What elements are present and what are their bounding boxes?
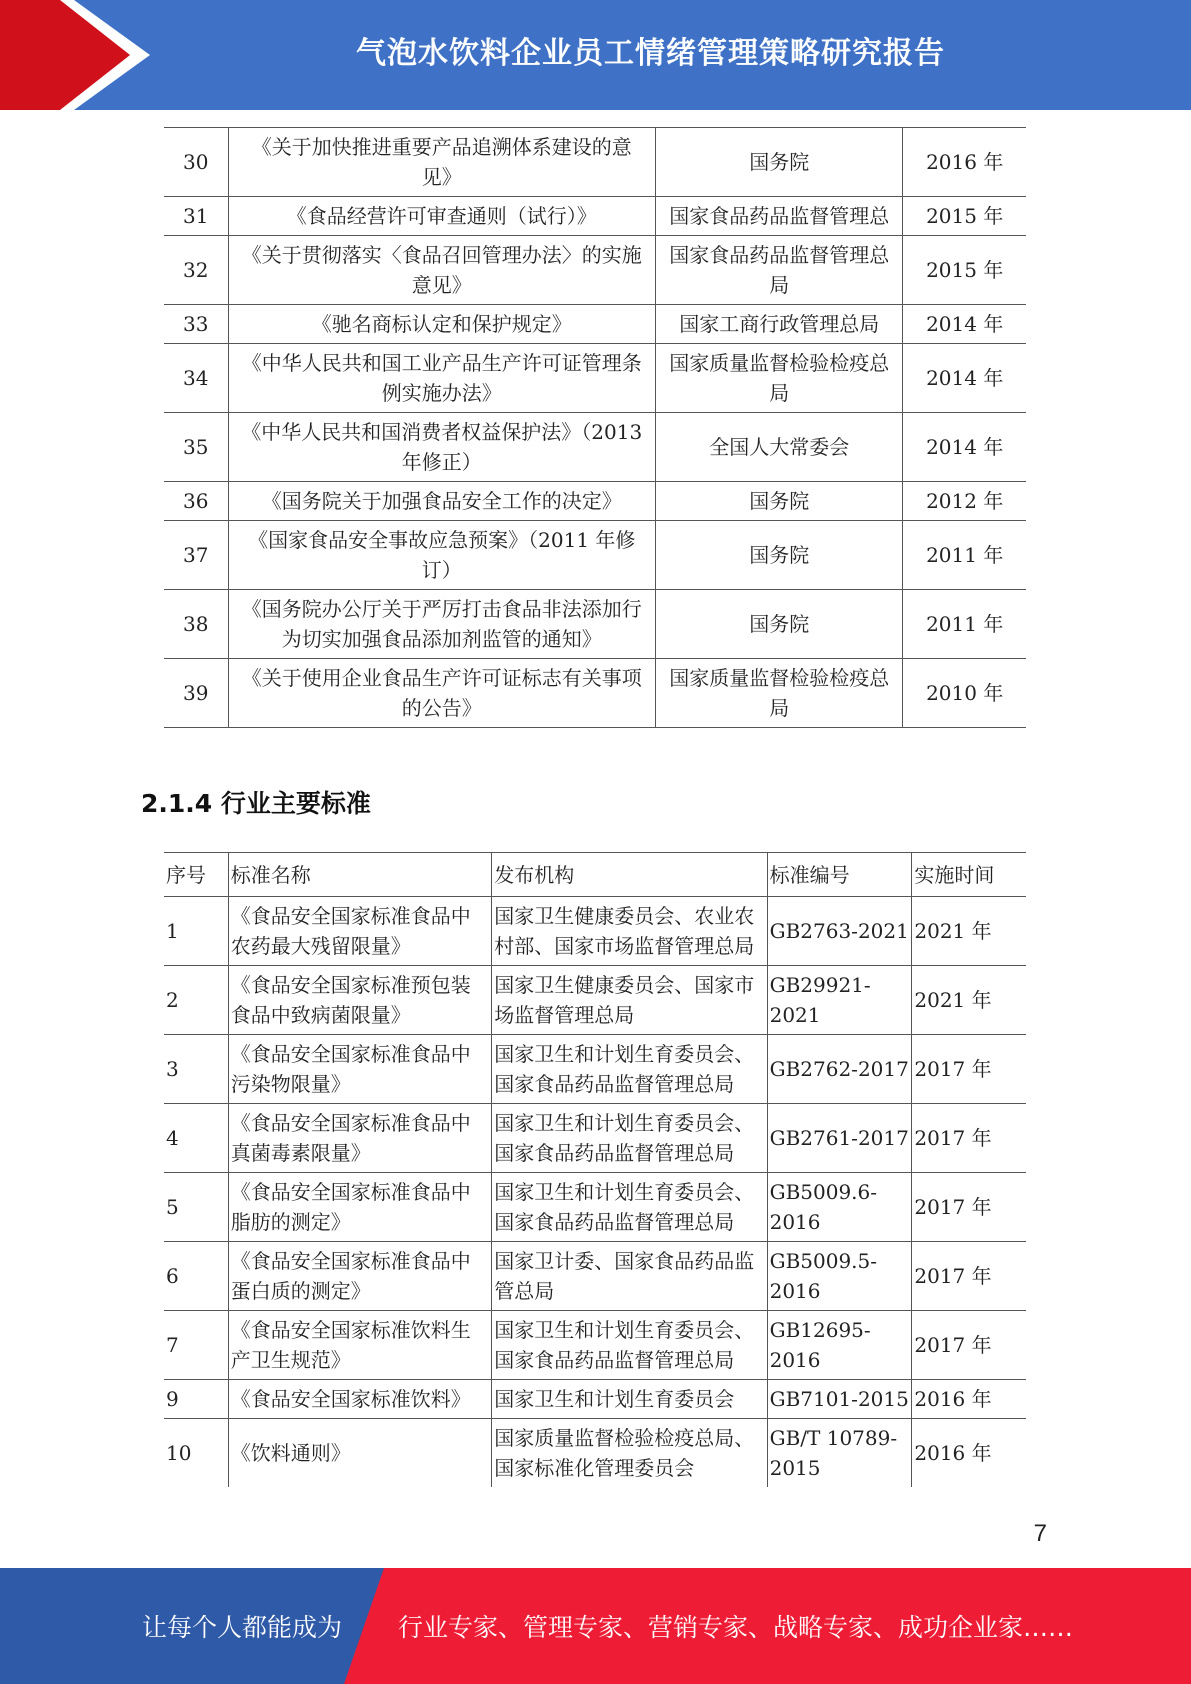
standard-name: 《食品安全国家标准食品中脂肪的测定》: [228, 1173, 491, 1242]
standard-code: GB2763-2021: [767, 897, 912, 966]
header-name: 标准名称: [228, 853, 491, 897]
regulation-name: 《关于贯彻落实〈食品召回管理办法〉的实施意见》: [228, 236, 656, 305]
issue-year: 2010 年: [903, 659, 1026, 728]
row-number: 1: [164, 897, 228, 966]
issuing-agency: 国家食品药品监督管理总局: [656, 236, 903, 305]
effective-date: 2017 年: [912, 1173, 1026, 1242]
issuing-agency: 国家质量监督检验检疫总局: [656, 659, 903, 728]
standard-code: GB2761-2017: [767, 1104, 912, 1173]
row-number: 30: [164, 128, 228, 197]
table-row: [164, 897, 1026, 966]
issue-year: 2011 年: [903, 590, 1026, 659]
regulation-name: 《中华人民共和国消费者权益保护法》（2013 年修正）: [228, 413, 656, 482]
row-number: 35: [164, 413, 228, 482]
row-number: 39: [164, 659, 228, 728]
issue-year: 2014 年: [903, 344, 1026, 413]
regulation-name: 《国家食品安全事故应急预案》（2011 年修订）: [228, 521, 656, 590]
table-row: [164, 197, 1026, 236]
table-row: [164, 1242, 1026, 1311]
table-row: [164, 590, 1026, 659]
standard-code: GB7101-2015: [767, 1380, 912, 1419]
standard-name: 《食品安全国家标准饮料》: [228, 1380, 491, 1419]
table-row: [164, 1035, 1026, 1104]
header-no: 序号: [164, 853, 228, 897]
header-date: 实施时间: [912, 853, 1026, 897]
standard-code: GB2762-2017: [767, 1035, 912, 1104]
standard-code: GB29921-2021: [767, 966, 912, 1035]
standard-name: 《食品安全国家标准食品中农药最大残留限量》: [228, 897, 491, 966]
issuing-agency: 国家质量监督检验检疫总局、国家标准化管理委员会: [492, 1419, 767, 1488]
effective-date: 2017 年: [912, 1035, 1026, 1104]
table-row: [164, 1104, 1026, 1173]
issue-year: 2014 年: [903, 413, 1026, 482]
table-row: [164, 1380, 1026, 1419]
standard-name: 《食品安全国家标准预包装食品中致病菌限量》: [228, 966, 491, 1035]
table-row: [164, 236, 1026, 305]
row-number: 33: [164, 305, 228, 344]
standards-table: [164, 852, 1026, 1487]
issuing-agency: 国家卫生和计划生育委员会: [492, 1380, 767, 1419]
table-row: [164, 1173, 1026, 1242]
row-number: 38: [164, 590, 228, 659]
table-header-row: [164, 853, 1026, 897]
row-number: 3: [164, 1035, 228, 1104]
section-title: 2.1.4 行业主要标准: [141, 789, 371, 818]
table-row: [164, 344, 1026, 413]
table-row: [164, 1419, 1026, 1488]
issue-year: 2014 年: [903, 305, 1026, 344]
effective-date: 2021 年: [912, 966, 1026, 1035]
issuing-agency: 国务院: [656, 590, 903, 659]
issue-year: 2015 年: [903, 197, 1026, 236]
table-row: [164, 521, 1026, 590]
issuing-agency: 国家工商行政管理总局: [656, 305, 903, 344]
footer-right-text: 行业专家、管理专家、营销专家、战略专家、成功企业家……: [398, 1613, 1074, 1642]
row-number: 6: [164, 1242, 228, 1311]
table-row: [164, 482, 1026, 521]
effective-date: 2016 年: [912, 1380, 1026, 1419]
regulations-table: [164, 127, 1026, 728]
regulation-name: 《中华人民共和国工业产品生产许可证管理条例实施办法》: [228, 344, 656, 413]
issue-year: 2016 年: [903, 128, 1026, 197]
header-agency: 发布机构: [492, 853, 767, 897]
issuing-agency: 国家质量监督检验检疫总局: [656, 344, 903, 413]
page-footer: [0, 1568, 1191, 1684]
regulation-name: 《国务院关于加强食品安全工作的决定》: [228, 482, 656, 521]
issue-year: 2011 年: [903, 521, 1026, 590]
issuing-agency: 国家卫生和计划生育委员会、国家食品药品监督管理总局: [492, 1173, 767, 1242]
standard-name: 《食品安全国家标准食品中真菌毒素限量》: [228, 1104, 491, 1173]
effective-date: 2021 年: [912, 897, 1026, 966]
issuing-agency: 国务院: [656, 521, 903, 590]
effective-date: 2017 年: [912, 1242, 1026, 1311]
row-number: 5: [164, 1173, 228, 1242]
table-row: [164, 413, 1026, 482]
footer-left-text: 让每个人都能成为: [142, 1613, 343, 1642]
page-header: [0, 0, 1191, 110]
issue-year: 2012 年: [903, 482, 1026, 521]
row-number: 7: [164, 1311, 228, 1380]
table-row: [164, 966, 1026, 1035]
effective-date: 2016 年: [912, 1419, 1026, 1488]
regulation-name: 《食品经营许可审查通则（试行）》: [228, 197, 656, 236]
effective-date: 2017 年: [912, 1311, 1026, 1380]
row-number: 37: [164, 521, 228, 590]
page-number: 7: [1033, 1520, 1047, 1547]
standard-code: GB5009.6-2016: [767, 1173, 912, 1242]
standard-name: 《食品安全国家标准食品中污染物限量》: [228, 1035, 491, 1104]
row-number: 2: [164, 966, 228, 1035]
standard-name: 《食品安全国家标准食品中蛋白质的测定》: [228, 1242, 491, 1311]
regulation-name: 《国务院办公厅关于严厉打击食品非法添加行为切实加强食品添加剂监管的通知》: [228, 590, 656, 659]
regulation-name: 《驰名商标认定和保护规定》: [228, 305, 656, 344]
row-number: 36: [164, 482, 228, 521]
issuing-agency: 全国人大常委会: [656, 413, 903, 482]
table-row: [164, 659, 1026, 728]
row-number: 34: [164, 344, 228, 413]
table-row: [164, 128, 1026, 197]
standard-code: GB5009.5-2016: [767, 1242, 912, 1311]
issue-year: 2015 年: [903, 236, 1026, 305]
regulation-name: 《关于使用企业食品生产许可证标志有关事项的公告》: [228, 659, 656, 728]
row-number: 4: [164, 1104, 228, 1173]
header-title: 气泡水饮料企业员工情绪管理策略研究报告: [356, 36, 945, 71]
table-row: [164, 1311, 1026, 1380]
row-number: 9: [164, 1380, 228, 1419]
standard-code: GB12695-2016: [767, 1311, 912, 1380]
issuing-agency: 国家卫生和计划生育委员会、国家食品药品监督管理总局: [492, 1311, 767, 1380]
table-row: [164, 305, 1026, 344]
issuing-agency: 国家卫计委、国家食品药品监管总局: [492, 1242, 767, 1311]
header-code: 标准编号: [767, 853, 912, 897]
issuing-agency: 国家卫生健康委员会、国家市场监督管理总局: [492, 966, 767, 1035]
row-number: 31: [164, 197, 228, 236]
standard-name: 《饮料通则》: [228, 1419, 491, 1488]
row-number: 32: [164, 236, 228, 305]
issuing-agency: 国家卫生和计划生育委员会、国家食品药品监督管理总局: [492, 1035, 767, 1104]
issuing-agency: 国务院: [656, 128, 903, 197]
effective-date: 2017 年: [912, 1104, 1026, 1173]
issuing-agency: 国务院: [656, 482, 903, 521]
issuing-agency: 国家卫生和计划生育委员会、国家食品药品监督管理总局: [492, 1104, 767, 1173]
standard-name: 《食品安全国家标准饮料生产卫生规范》: [228, 1311, 491, 1380]
row-number: 10: [164, 1419, 228, 1488]
issuing-agency: 国家卫生健康委员会、农业农村部、国家市场监督管理总局: [492, 897, 767, 966]
regulation-name: 《关于加快推进重要产品追溯体系建设的意见》: [228, 128, 656, 197]
standard-code: GB/T 10789-2015: [767, 1419, 912, 1488]
issuing-agency: 国家食品药品监督管理总: [656, 197, 903, 236]
